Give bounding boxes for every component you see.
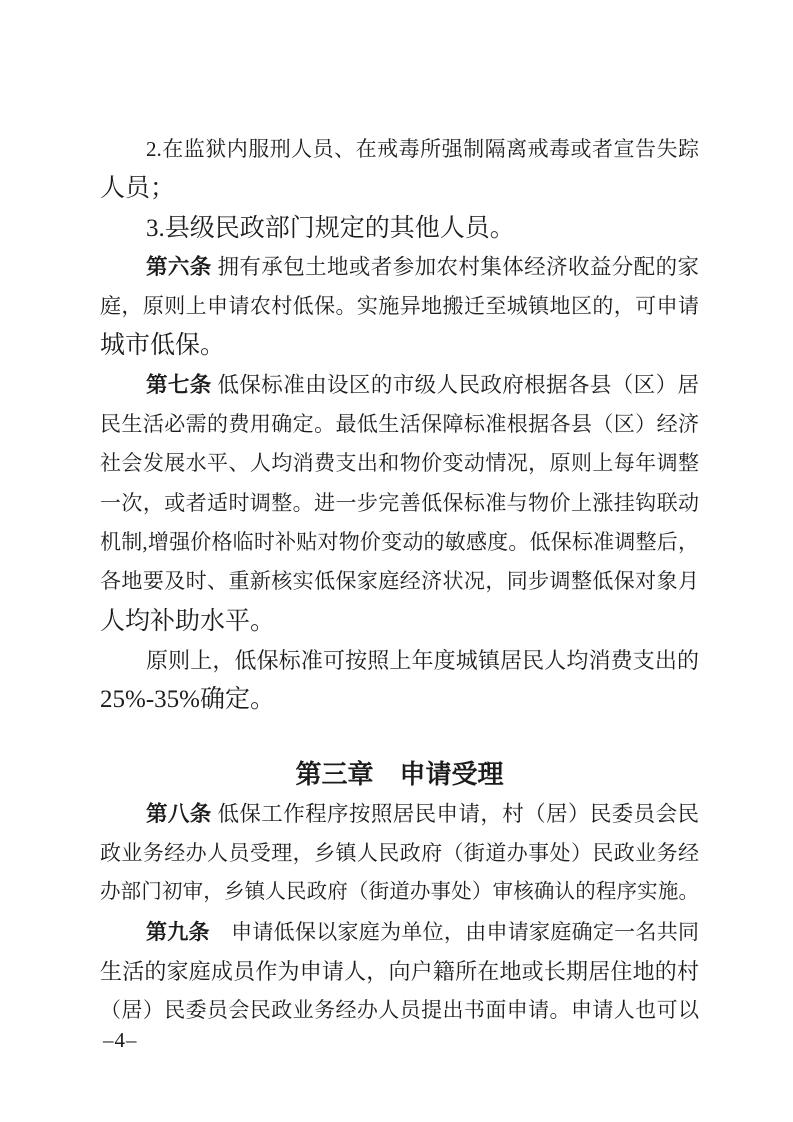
body-line <box>100 913 699 952</box>
article-label: 第六条 <box>146 254 212 279</box>
page-number: –4– <box>103 1028 138 1052</box>
body-line: 各地要及时、重新核实低保家庭经济状况，同步调整低保对象月 <box>100 569 699 594</box>
body-line: 民生活必需的费用确定。最低生活保障标准根据各县（区）经济 <box>100 412 699 437</box>
body-line: 人员； <box>100 175 176 203</box>
body-line: 办部门初审，乡镇人民政府（街道办事处）审核确认的程序实施。 <box>100 881 699 904</box>
body-line <box>100 795 699 834</box>
body-line: 政业务经办人员受理，乡镇人民政府（街道办事处）民政业务经 <box>100 841 699 866</box>
body-line: 人均补助水平。 <box>100 607 276 635</box>
article-label: 第七条 <box>146 372 212 397</box>
body-line: 社会发展水平、人均消费支出和物价变动情况，原则上每年调整 <box>100 451 699 476</box>
body-line <box>100 366 699 405</box>
body-line: 3.县级民政部门规定的其他人员。 <box>146 214 515 242</box>
chapter-heading: 第三章 申请受理 <box>295 759 504 790</box>
line-text: 拥有承包土地或者参加农村集体经济收益分配的家 <box>211 254 699 279</box>
article-label: 第八条 <box>146 801 212 826</box>
document-body <box>100 130 699 1031</box>
body-line: 原则上，低保标准可按照上年度城镇居民人均消费支出的 <box>146 647 699 673</box>
body-line: 2.在监狱内服刑人员、在戒毒所强制隔离戒毒或者宣告失踪 <box>146 137 699 161</box>
body-line: 庭，原则上申请农村低保。实施异地搬迁至城镇地区的，可申请 <box>100 294 699 319</box>
line-text: 低保标准由设区的市级人民政府根据各县（区）居 <box>211 372 699 397</box>
body-line: 城市低保。 <box>100 332 226 360</box>
body-line: 25%-35%确定。 <box>100 686 275 714</box>
body-line: 一次，或者适时调整。进一步完善低保标准与物价上涨挂钩联动 <box>100 490 699 515</box>
body-line: 机制,增强价格临时补贴对物价变动的敏感度。低保标准调整后， <box>100 529 699 554</box>
line-text: 申请低保以家庭为单位，由申请家庭确定一名共同 <box>209 919 700 944</box>
line-text: 低保工作程序按照居民申请，村（居）民委员会民 <box>211 801 699 826</box>
body-line: 生活的家庭成员作为申请人，向户籍所在地或长期居住地的村 <box>100 958 699 984</box>
body-line: （居）民委员会民政业务经办人员提出书面申请。申请人也可以 <box>100 998 699 1023</box>
body-line <box>100 248 699 287</box>
article-label: 第九条 <box>146 920 210 944</box>
